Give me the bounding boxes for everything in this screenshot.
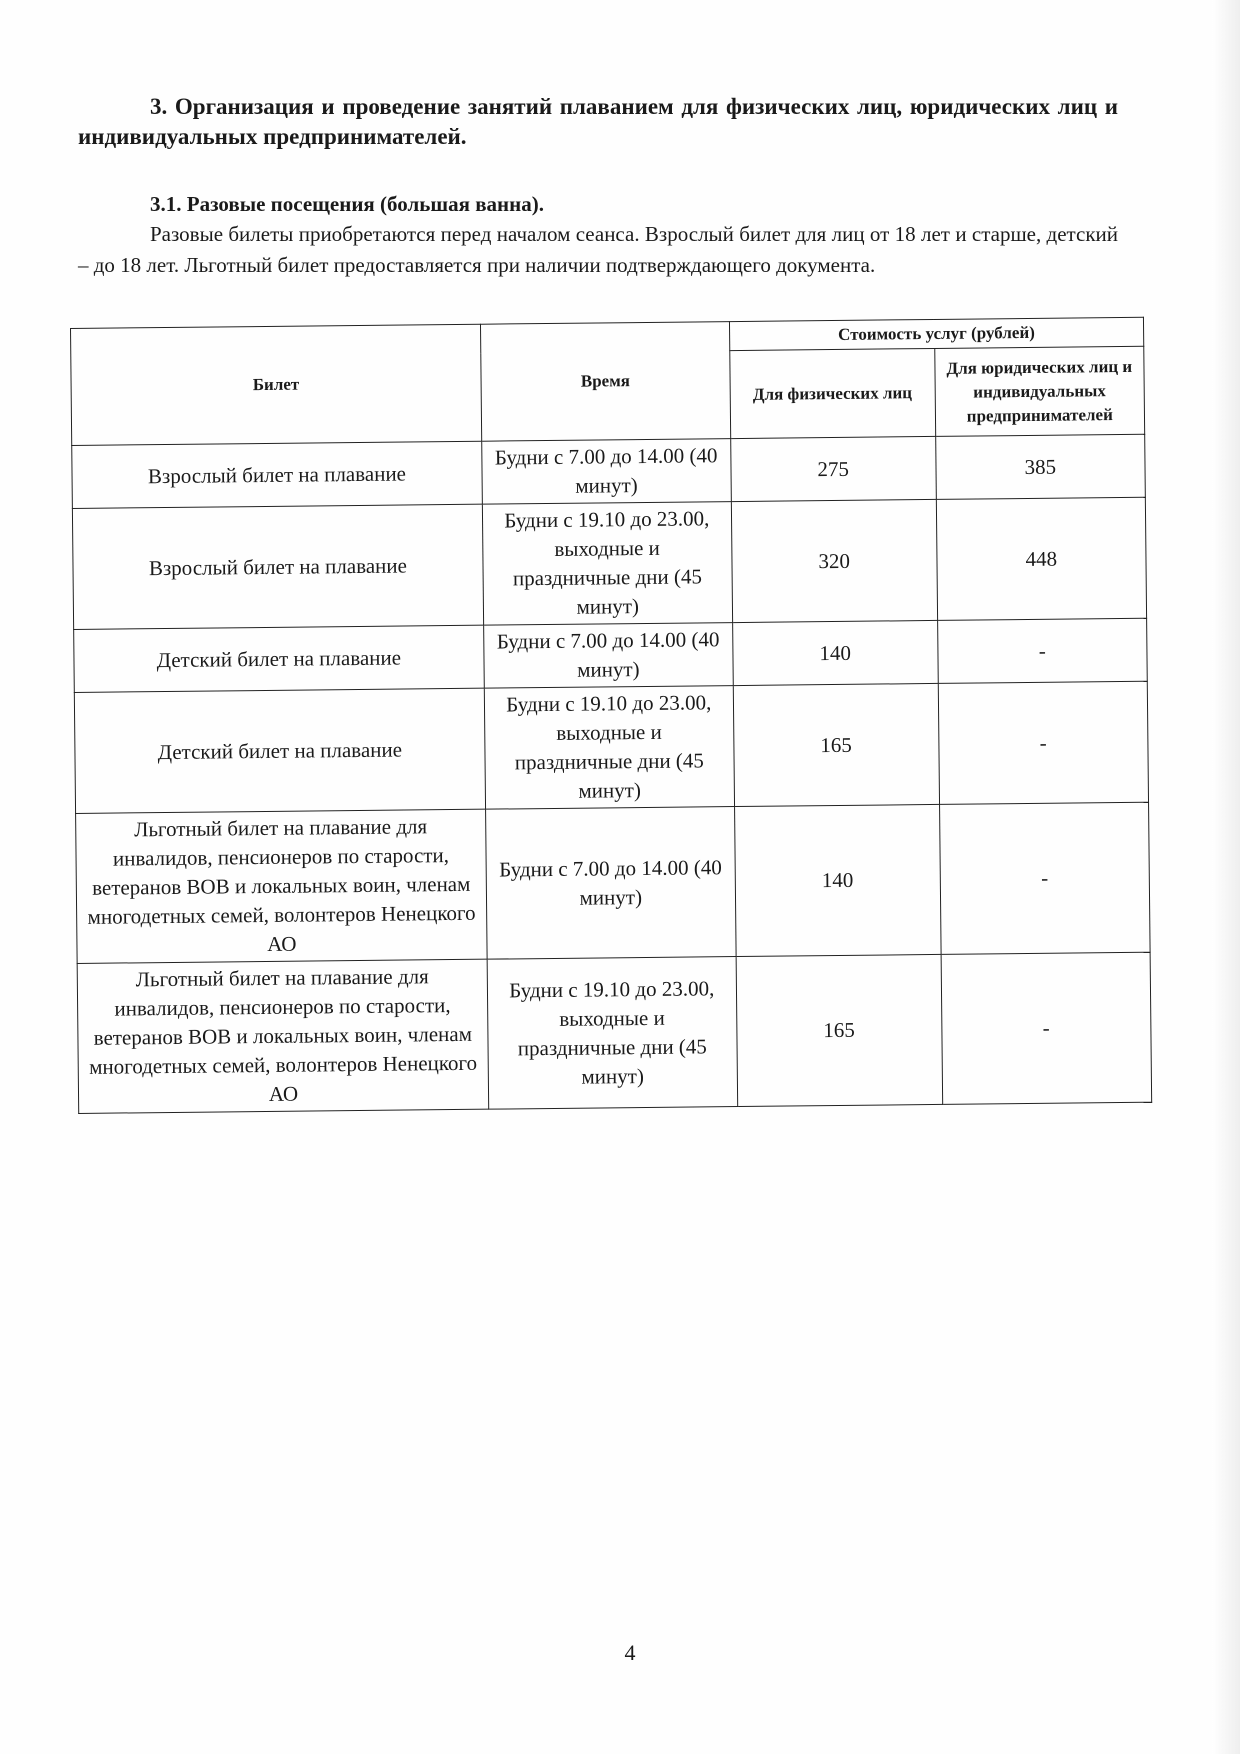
- price-individuals-cell: 140: [732, 620, 938, 685]
- tariff-table: [70, 317, 1152, 1114]
- table-row: [74, 681, 1148, 813]
- time-cell: Будни с 7.00 до 14.00 (40 минут): [482, 439, 732, 505]
- section-heading: 3. Организация и проведение занятий плаванием для физических лиц, юридических лиц и индивидуальных предпринимателей.: [78, 94, 1118, 149]
- price-legal-cell: 385: [935, 434, 1145, 499]
- ticket-cell: Детский билет на плавание: [74, 688, 485, 813]
- time-cell: Будни с 7.00 до 14.00 (40 минут): [485, 807, 736, 960]
- ticket-cell: Льготный билет на плавание для инвалидов, пенсионеров по старости, ветеранов ВОВ и локальных воин, членам многодетных семей, волонтеров Ненецкого АО: [77, 959, 488, 1113]
- price-individuals-cell: 165: [736, 954, 942, 1106]
- ticket-cell: Взрослый билет на плавание: [72, 504, 483, 629]
- price-individuals-cell: 275: [730, 436, 936, 501]
- header-legal: Для юридических лиц и индивидуальных предпринимателей: [934, 346, 1144, 436]
- table-row: [77, 952, 1152, 1113]
- page-number: 4: [624, 1640, 636, 1665]
- time-cell: Будни с 19.10 до 23.00, выходные и праздничные дни (45 минут): [487, 957, 738, 1110]
- price-legal-cell: -: [941, 952, 1152, 1104]
- page-edge-shadow: [1212, 0, 1240, 1754]
- time-cell: Будни с 19.10 до 23.00, выходные и праздничные дни (45 минут): [484, 686, 734, 810]
- table-row: [72, 497, 1146, 629]
- price-legal-cell: -: [939, 802, 1150, 954]
- price-individuals-cell: 165: [733, 683, 939, 806]
- ticket-cell: Детский билет на плавание: [74, 625, 484, 692]
- header-time: Время: [480, 322, 730, 442]
- header-cost-group: Стоимость услуг (рублей): [729, 317, 1144, 350]
- time-cell: Будни с 19.10 до 23.00, выходные и праздничные дни (45 минут): [482, 502, 732, 626]
- table-row: [74, 618, 1148, 692]
- subsection-heading: 3.1. Разовые посещения (большая ванна).: [150, 192, 544, 216]
- price-legal-cell: 448: [936, 497, 1147, 620]
- price-individuals-cell: 140: [734, 804, 940, 956]
- price-legal-cell: -: [938, 681, 1149, 804]
- time-cell: Будни с 7.00 до 14.00 (40 минут): [483, 623, 733, 689]
- ticket-cell: Взрослый билет на плавание: [72, 441, 482, 508]
- header-individuals: Для физических лиц: [730, 348, 936, 438]
- price-individuals-cell: 320: [731, 499, 937, 622]
- table-row: [76, 802, 1151, 963]
- intro-paragraph: Разовые билеты приобретаются перед началом сеанса. Взрослый билет для лиц от 18 лет и старше, детский – до 18 лет. Льготный билет предоставляется при наличии подтверждающего документа.: [78, 222, 1118, 277]
- table-row: [72, 434, 1146, 508]
- price-legal-cell: -: [937, 618, 1147, 683]
- header-ticket: Билет: [71, 324, 482, 445]
- ticket-cell: Льготный билет на плавание для инвалидов, пенсионеров по старости, ветеранов ВОВ и локальных воин, членам многодетных семей, волонтеров Ненецкого АО: [76, 809, 487, 963]
